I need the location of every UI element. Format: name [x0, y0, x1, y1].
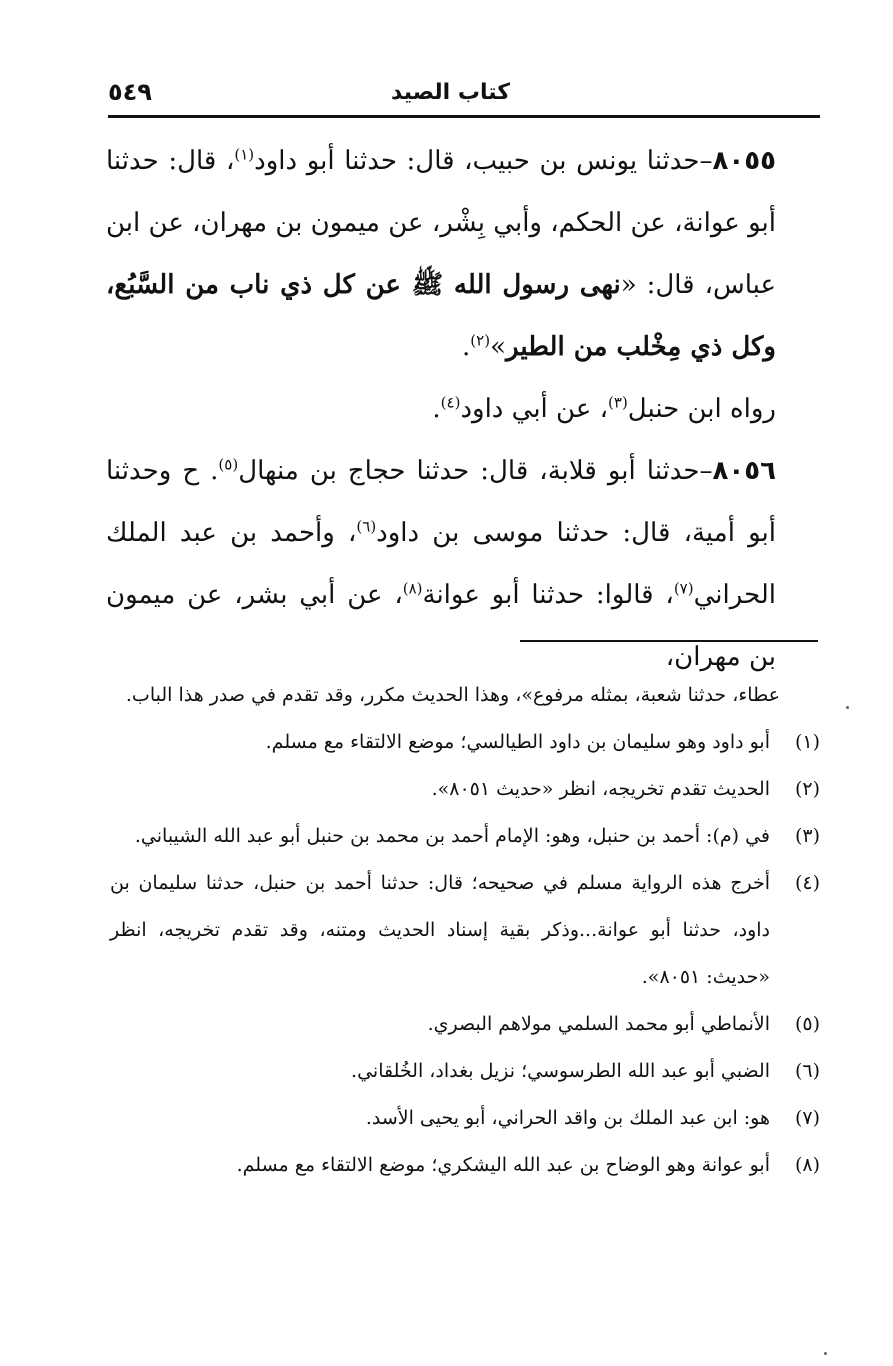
hadith-text: ، وأحمد بن عبد الملك الحراني — [106, 518, 776, 610]
footnote-ref[interactable]: (١) — [234, 145, 255, 164]
chapter-title: كتاب الصيد — [391, 80, 510, 105]
footnote-item — [110, 1142, 820, 1189]
hadith-text: ، قال: حدثنا أبو عوانة، عن الحكم، وأبي بِشْر، عن ميمون بن مهران، عن ابن عباس، قال: « — [106, 146, 776, 300]
hadith-matn: نهى رسول الله ﷺ عن كل ذي ناب من السَّبُع، وكل ذي مِخْلب من الطير — [106, 270, 776, 362]
hadith-8055 — [106, 130, 820, 378]
footnote-ref[interactable]: (٣) — [608, 393, 628, 412]
footnotes — [110, 672, 820, 1189]
footnote-text: أبو داود وهو سليمان بن داود الطيالسي؛ موضع الالتقاء مع مسلم. — [265, 731, 770, 753]
hadith-text: ، قالوا: حدثنا أبو عوانة — [422, 580, 674, 610]
hadith-text: . ح وحدثنا أبو أمية، قال: حدثنا موسى بن داود — [106, 456, 776, 548]
footnote-text: أخرج هذه الرواية مسلم في صحيحه؛ قال: حدثنا أحمد بن حنبل، حدثنا سليمان بن داود، حدثنا أبو عوانة...وذكر بقية إسناد الحديث ومتنه، وقد تقدم تخريجه، انظر «حديث: ٨٠٥١». — [110, 872, 770, 988]
footnote-ref[interactable]: (٦) — [356, 517, 377, 536]
hadith-text: –حدثنا أبو قلابة، قال: حدثنا حجاج بن منهال — [238, 456, 713, 486]
footnote-number: (٣) — [794, 825, 820, 847]
footnote-number: (٢) — [794, 778, 820, 800]
footnote-number: (٥) — [794, 1013, 820, 1035]
riwaya-text: ، عن أبي داود — [460, 394, 609, 424]
footnote-ref[interactable]: (٥) — [218, 455, 239, 474]
footnote-ref[interactable]: (٤) — [440, 393, 461, 412]
footnote-separator — [520, 640, 818, 642]
running-header — [108, 76, 820, 110]
footnote-text: أبو عوانة وهو الوضاح بن عبد الله اليشكري؛ موضع الالتقاء مع مسلم. — [236, 1154, 770, 1176]
footnote-number: (١) — [794, 731, 820, 753]
hadith-text: ، عن أبي بشر، عن ميمون بن مهران، — [106, 580, 776, 672]
footnote-item — [110, 813, 820, 860]
footnote-ref[interactable]: (٨) — [402, 579, 423, 598]
hadith-text: . — [462, 332, 471, 362]
footnote-text: الحديث تقدم تخريجه، انظر «حديث ٨٠٥١». — [431, 778, 770, 800]
footnote-number: (٧) — [794, 1107, 820, 1129]
footnote-ref[interactable]: (٢) — [470, 331, 491, 350]
page-number: ٥٤٩ — [108, 78, 152, 106]
footnote-item — [110, 860, 820, 1001]
hadith-text: –حدثنا يونس بن حبيب، قال: حدثنا أبو داود — [254, 146, 713, 176]
hadith-text: » — [490, 332, 506, 362]
page-speck — [824, 1352, 827, 1355]
footnote-text: هو: ابن عبد الملك بن واقد الحراني، أبو يحيى الأسد. — [365, 1107, 770, 1129]
footnote-number: (٦) — [794, 1060, 820, 1082]
page-speck — [846, 706, 849, 709]
footnote-text: في (م): أحمد بن حنبل، وهو: الإمام أحمد بن محمد بن حنبل أبو عبد الله الشيباني. — [134, 825, 770, 847]
hadith-number: ٨٠٥٦ — [712, 456, 776, 486]
hadith-8056 — [106, 440, 820, 688]
footnote-number: (٨) — [794, 1154, 820, 1176]
footnote-item — [110, 1095, 820, 1142]
riwaya-line — [106, 378, 820, 440]
footnote-list — [110, 719, 820, 1189]
main-text — [106, 130, 820, 688]
header-rule — [108, 115, 820, 118]
footnote-number: (٤) — [794, 872, 820, 894]
footnote-item — [110, 1048, 820, 1095]
footnote-carryover: عطاء، حدثنا شعبة، بمثله مرفوع»، وهذا الحديث مكرر، وقد تقدم في صدر هذا الباب. — [125, 684, 780, 706]
footnote-item — [110, 766, 820, 813]
riwaya-text: رواه ابن حنبل — [627, 394, 776, 424]
footnote-text: الأنماطي أبو محمد السلمي مولاهم البصري. — [427, 1013, 770, 1035]
footnote-item — [110, 719, 820, 766]
riwaya-text: . — [432, 394, 441, 424]
footnote-item — [110, 1001, 820, 1048]
footnote-text: الضبي أبو عبد الله الطرسوسي؛ نزيل بغداد، الخُلقاني. — [351, 1060, 770, 1082]
hadith-number: ٨٠٥٥ — [712, 146, 776, 176]
footnote-ref[interactable]: (٧) — [673, 579, 694, 598]
